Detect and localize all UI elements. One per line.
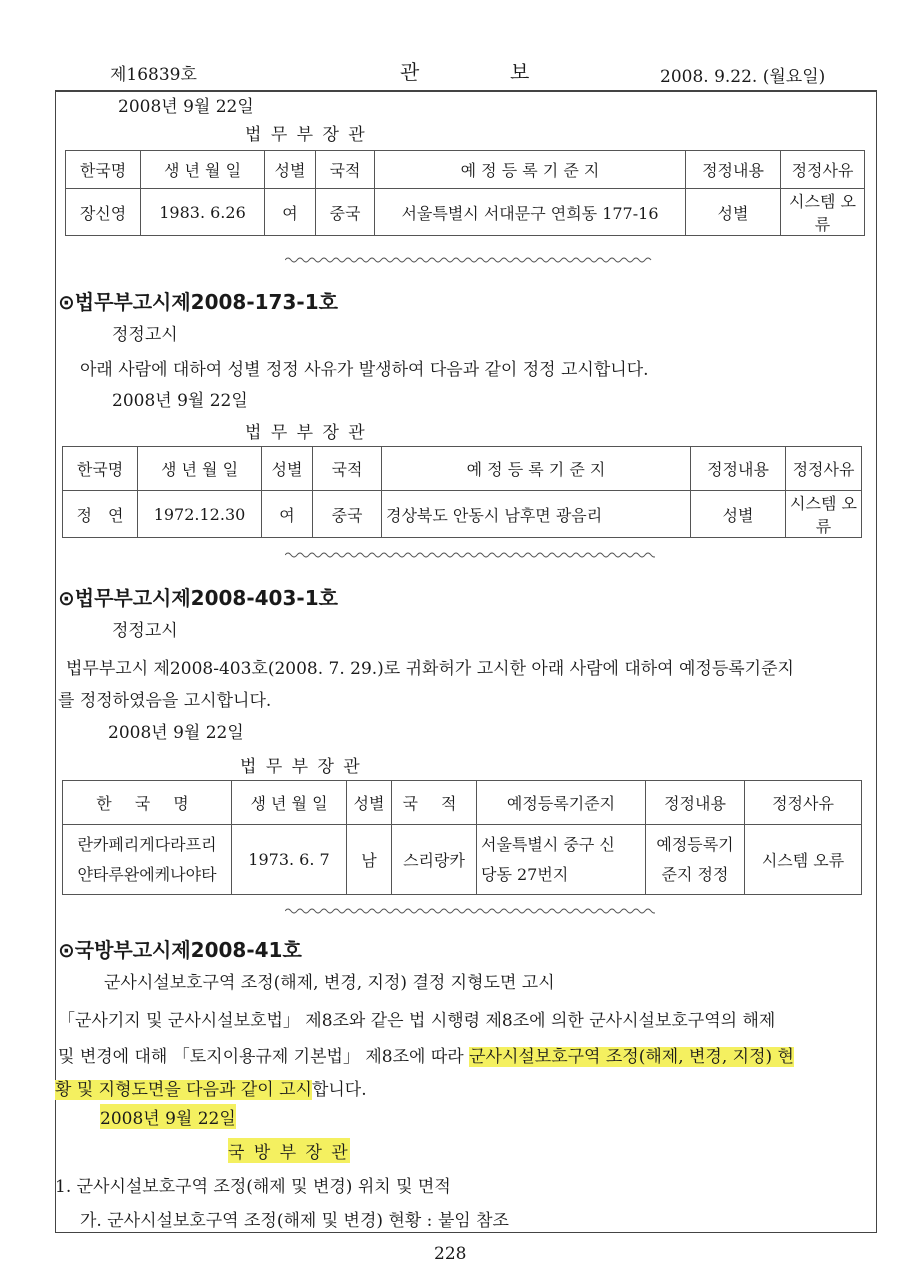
cell: 성별 [686,189,781,236]
cell: 1972.12.30 [138,491,262,538]
col-header: 생 년 월 일 [138,447,262,491]
wavy-divider [285,255,655,265]
content-line: 예정등록기 [656,834,734,854]
col-header: 정정내용 [646,781,745,825]
col-header: 예정등록기준지 [477,781,646,825]
cell: 시스템 오류 [781,189,865,236]
highlighted-text: 황 및 지형도면을 다음과 같이 고시 [55,1080,312,1100]
section3-date: 2008년 9월 22일 [100,1104,236,1129]
col-header: 한국명 [66,151,141,189]
section3-body-line2 [58,1042,794,1067]
col-header: 한국명 [63,447,138,491]
table-header-row [63,447,862,491]
cell: 남 [347,825,392,895]
col-header: 정정내용 [686,151,781,189]
body-text: 및 변경에 대해 「토지이용규제 기본법」 제8조에 따라 [58,1047,470,1067]
section1-authority: 법 무 부 장 관 [245,423,367,443]
table-header-row [66,151,865,189]
cell: 서울특별시 서대문구 연희동 177-16 [375,189,686,236]
col-header: 성별 [347,781,392,825]
table-row [63,491,862,538]
cell: 장신영 [66,189,141,236]
name-line: 얀타루완에케나야타 [77,864,217,884]
col-header: 생 년 월 일 [232,781,347,825]
col-header: 성별 [262,447,313,491]
cell: 시스템 오류 [745,825,862,895]
issue-number: 제16839호 [110,65,197,85]
wavy-divider [285,906,655,916]
section2-subtitle: 정정고시 [112,621,178,641]
col-header: 예 정 등 록 기 준 지 [382,447,691,491]
section1-title: ⊙법무부고시제2008-173-1호 [58,290,338,314]
section3-subtitle: 군사시설보호구역 조정(해제, 변경, 지정) 결정 지형도면 고시 [104,973,555,993]
page-number: 228 [434,1244,467,1264]
table-row [66,189,865,236]
col-header: 생 년 월 일 [141,151,265,189]
top-date: 2008년 9월 22일 [118,97,254,117]
section1-date: 2008년 9월 22일 [112,391,248,411]
col-header: 국적 [313,447,382,491]
content-line: 준지 정정 [661,864,729,884]
issue-date: 2008. 9.22. (월요일) [660,67,826,87]
section3-item1a: 가. 군사시설보호구역 조정(해제 및 변경) 현황 : 붙임 참조 [80,1211,509,1231]
cell: 스리랑카 [392,825,477,895]
section3-authority: 국 방 부 장 관 [228,1138,350,1163]
cell: 여 [265,189,316,236]
address-line: 당동 27번지 [481,864,569,884]
highlighted-text: 군사시설보호구역 조정(해제, 변경, 지정) 현 [469,1047,794,1067]
cell: 1983. 6.26 [141,189,265,236]
col-header: 정정내용 [691,447,786,491]
address-line: 서울특별시 중구 신 [481,834,615,854]
cell: 경상북도 안동시 남후면 광음리 [382,491,691,538]
address-cell [477,825,646,895]
section2-authority: 법 무 부 장 관 [240,757,362,777]
gazette-title-left: 관 [400,60,420,84]
gazette-title-right: 보 [510,60,530,84]
content-cell [646,825,745,895]
section2-title: ⊙법무부고시제2008-403-1호 [58,586,338,610]
cell: 여 [262,491,313,538]
section2-record-table [62,780,862,895]
col-header: 국 적 [392,781,477,825]
section3-body-line3 [55,1075,367,1100]
col-header: 정정사유 [781,151,865,189]
body-text: 합니다. [311,1080,367,1100]
section3-body-line1: 「군사기지 및 군사시설보호법」 제8조와 같은 법 시행령 제8조에 의한 군사시설보호구역의 해제 [58,1011,776,1031]
col-header: 정정사유 [745,781,862,825]
col-header: 정정사유 [786,447,862,491]
cell: 정 연 [63,491,138,538]
cell: 중국 [313,491,382,538]
section2-date: 2008년 9월 22일 [108,723,244,743]
section1-subtitle: 정정고시 [112,325,178,345]
cell: 중국 [316,189,375,236]
section2-body-line2: 를 정정하였음을 고시합니다. [58,691,272,711]
col-header: 성별 [265,151,316,189]
cell: 1973. 6. 7 [232,825,347,895]
table-row [63,825,862,895]
section3-title: ⊙국방부고시제2008-41호 [58,938,302,962]
top-record-table [65,150,865,236]
wavy-divider [285,550,655,560]
col-header: 예 정 등 록 기 준 지 [375,151,686,189]
name-cell [63,825,232,895]
section1-record-table [62,446,862,538]
section1-body: 아래 사람에 대하여 성별 정정 사유가 발생하여 다음과 같이 정정 고시합니다. [80,360,649,380]
section2-body-line1: 법무부고시 제2008-403호(2008. 7. 29.)로 귀화허가 고시한 아래 사람에 대하여 예정등록기준지 [66,659,794,679]
top-authority: 법 무 부 장 관 [245,125,367,145]
table-header-row [63,781,862,825]
col-header: 국적 [316,151,375,189]
col-header: 한 국 명 [63,781,232,825]
cell: 시스템 오류 [786,491,862,538]
name-line: 란카페리게다라프리 [77,834,217,854]
section3-item1: 1. 군사시설보호구역 조정(해제 및 변경) 위치 및 면적 [55,1177,451,1197]
cell: 성별 [691,491,786,538]
